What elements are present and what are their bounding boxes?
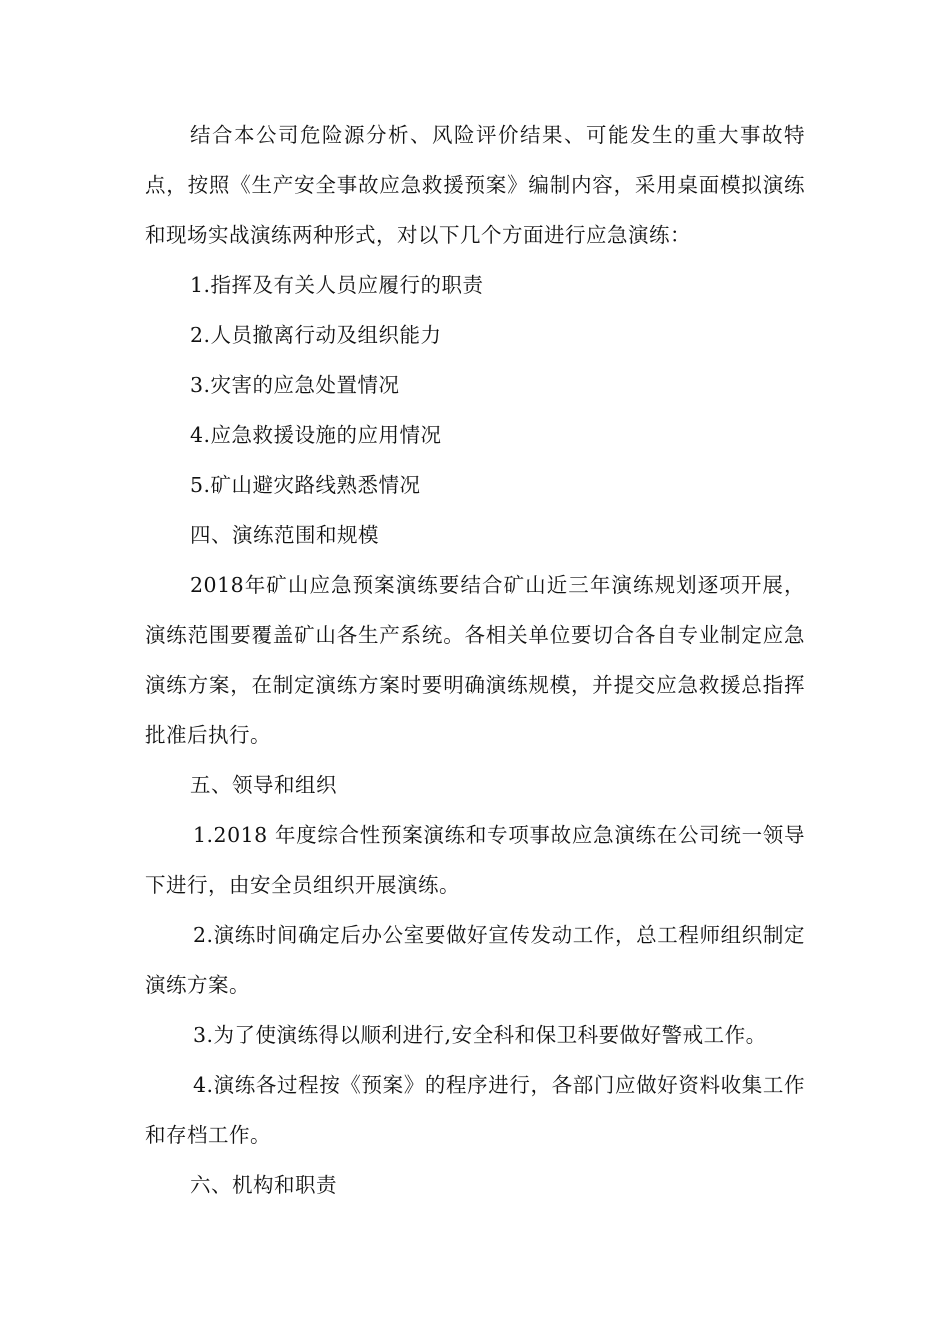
- section-4-heading: 四、演练范围和规模: [190, 523, 379, 547]
- section-5-item-1: 1.2018 年度综合性预案演练和专项事故应急演练在公司统一领导下进行，由安全员组织开展演练。: [145, 823, 805, 897]
- drill-item-4: 4.应急救援设施的应用情况: [190, 423, 442, 447]
- drill-item-2: 2.人员撤离行动及组织能力: [190, 323, 442, 347]
- section-5-item-4: 4.演练各过程按《预案》的程序进行，各部门应做好资料收集工作和存档工作。: [145, 1073, 805, 1147]
- section-5-item-3: 3.为了使演练得以顺利进行,安全科和保卫科要做好警戒工作。: [193, 1023, 767, 1047]
- drill-item-3: 3.灾害的应急处置情况: [190, 373, 400, 397]
- drill-item-5: 5.矿山避灾路线熟悉情况: [190, 473, 421, 497]
- section-5-item-2: 2.演练时间确定后办公室要做好宣传发动工作，总工程师组织制定演练方案。: [145, 923, 805, 997]
- section-5-heading: 五、领导和组织: [190, 773, 337, 797]
- drill-item-1: 1.指挥及有关人员应履行的职责: [190, 273, 484, 297]
- section-4-body: 2018年矿山应急预案演练要结合矿山近三年演练规划逐项开展，演练范围要覆盖矿山各生产系统。各相关单位要切合各自专业制定应急演练方案，在制定演练方案时要明确演练规模，并提交应急救援总指挥批准后执行。: [145, 573, 805, 747]
- intro-paragraph: 结合本公司危险源分析、风险评价结果、可能发生的重大事故特点，按照《生产安全事故应急救援预案》编制内容，采用桌面模拟演练和现场实战演练两种形式，对以下几个方面进行应急演练：: [145, 123, 805, 247]
- section-6-heading: 六、机构和职责: [190, 1173, 337, 1197]
